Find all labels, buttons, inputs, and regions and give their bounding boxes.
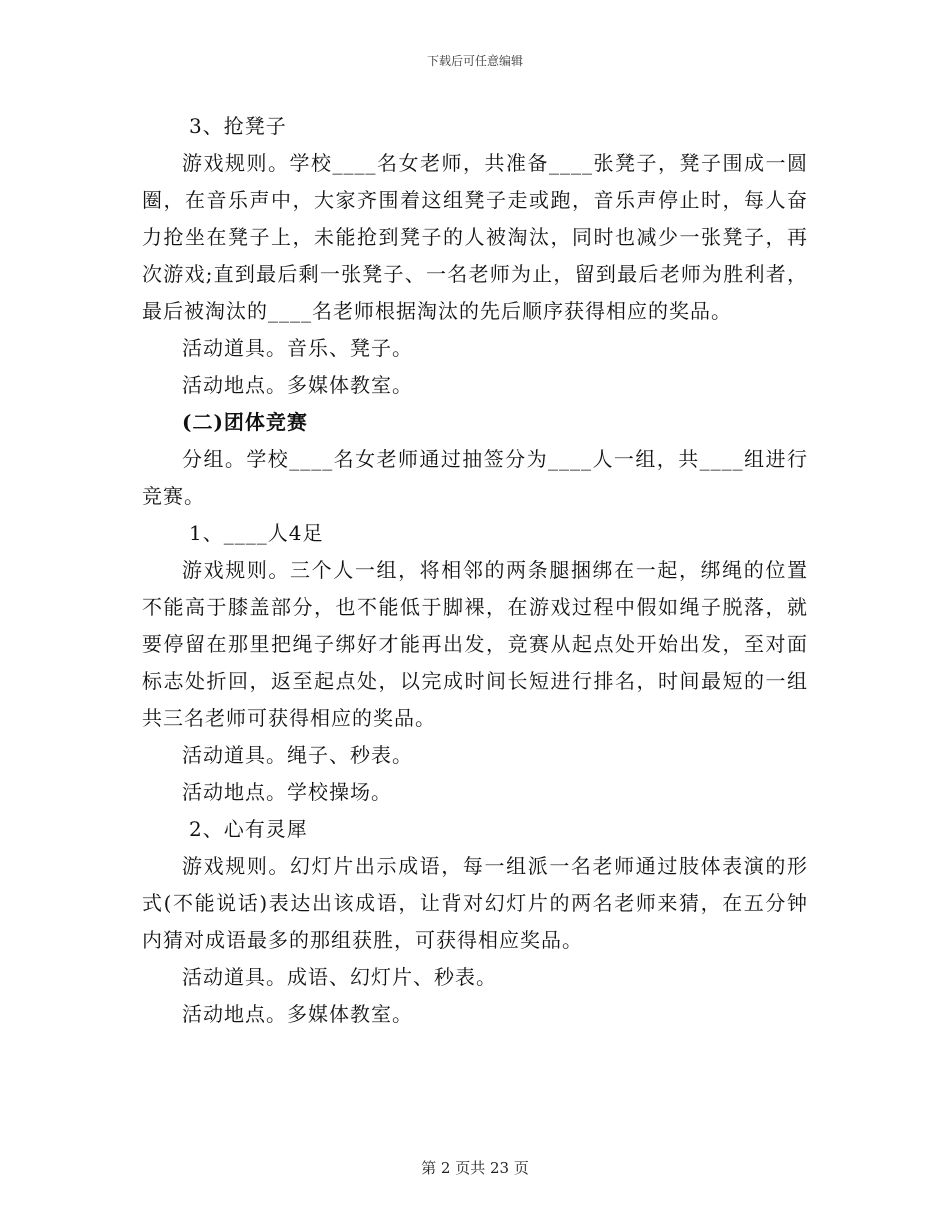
paragraph-props-telepathy: 活动道具。成语、幻灯片、秒表。 [182,965,497,989]
paragraph-location-grab-stool: 活动地点。多媒体教室。 [182,373,413,397]
page-footer: 第 2 页共 23 页 [421,1159,529,1177]
paragraph-rules-legged-race: 游戏规则。三个人一组，将相邻的两条腿捆绑在一起，绑绳的位置不能高于膝盖部分，也不能低于脚裸，在游戏过程中假如绳子脱落，就要停留在那里把绳子绑好才能再出发，竞赛从起点处开始出发，至对面标志处折回，返至起点处，以完成时间长短进行排名，时间最短的一组共三名老师可获得相应的奖品。 [142,558,808,730]
paragraph-location-legged-race: 活动地点。学校操场。 [182,780,392,804]
section-heading-grab-stool: 3、抢凳子 [189,114,287,138]
paragraph-grouping: 分组。学校____名女老师通过抽签分为____人一组，共____组进行竞赛。 [142,447,808,508]
paragraph-props-legged-race: 活动道具。绳子、秒表。 [182,743,413,767]
paragraph-rules-grab-stool: 游戏规则。学校____名女老师，共准备____张凳子，凳子围成一圆圈，在音乐声中，大家齐围着这组凳子走或跑，音乐声停止时，每人奋力抢坐在凳子上，未能抢到凳子的人被淘汰，同时也减少一张凳子，再次游戏;直到最后剩一张凳子、一名老师为止，留到最后老师为胜利者，最后被淘汰的____名老师根据淘汰的先后顺序获得相应的奖品。 [142,151,808,323]
section-heading-legged-race: 1、____人4足 [189,521,324,545]
section-heading-team-competition: (二)团体竞赛 [182,410,308,434]
section-heading-telepathy: 2、心有灵犀 [189,817,308,841]
paragraph-rules-telepathy: 游戏规则。幻灯片出示成语，每一组派一名老师通过肢体表演的形式(不能说话)表达出该成语，让背对幻灯片的两名老师来猜，在五分钟内猜对成语最多的那组获胜，可获得相应奖品。 [142,854,808,952]
paragraph-location-telepathy: 活动地点。多媒体教室。 [182,1002,413,1026]
page-header: 下载后可任意编辑 [426,54,523,68]
paragraph-props-grab-stool: 活动道具。音乐、凳子。 [182,336,413,360]
document-body [142,108,808,1033]
